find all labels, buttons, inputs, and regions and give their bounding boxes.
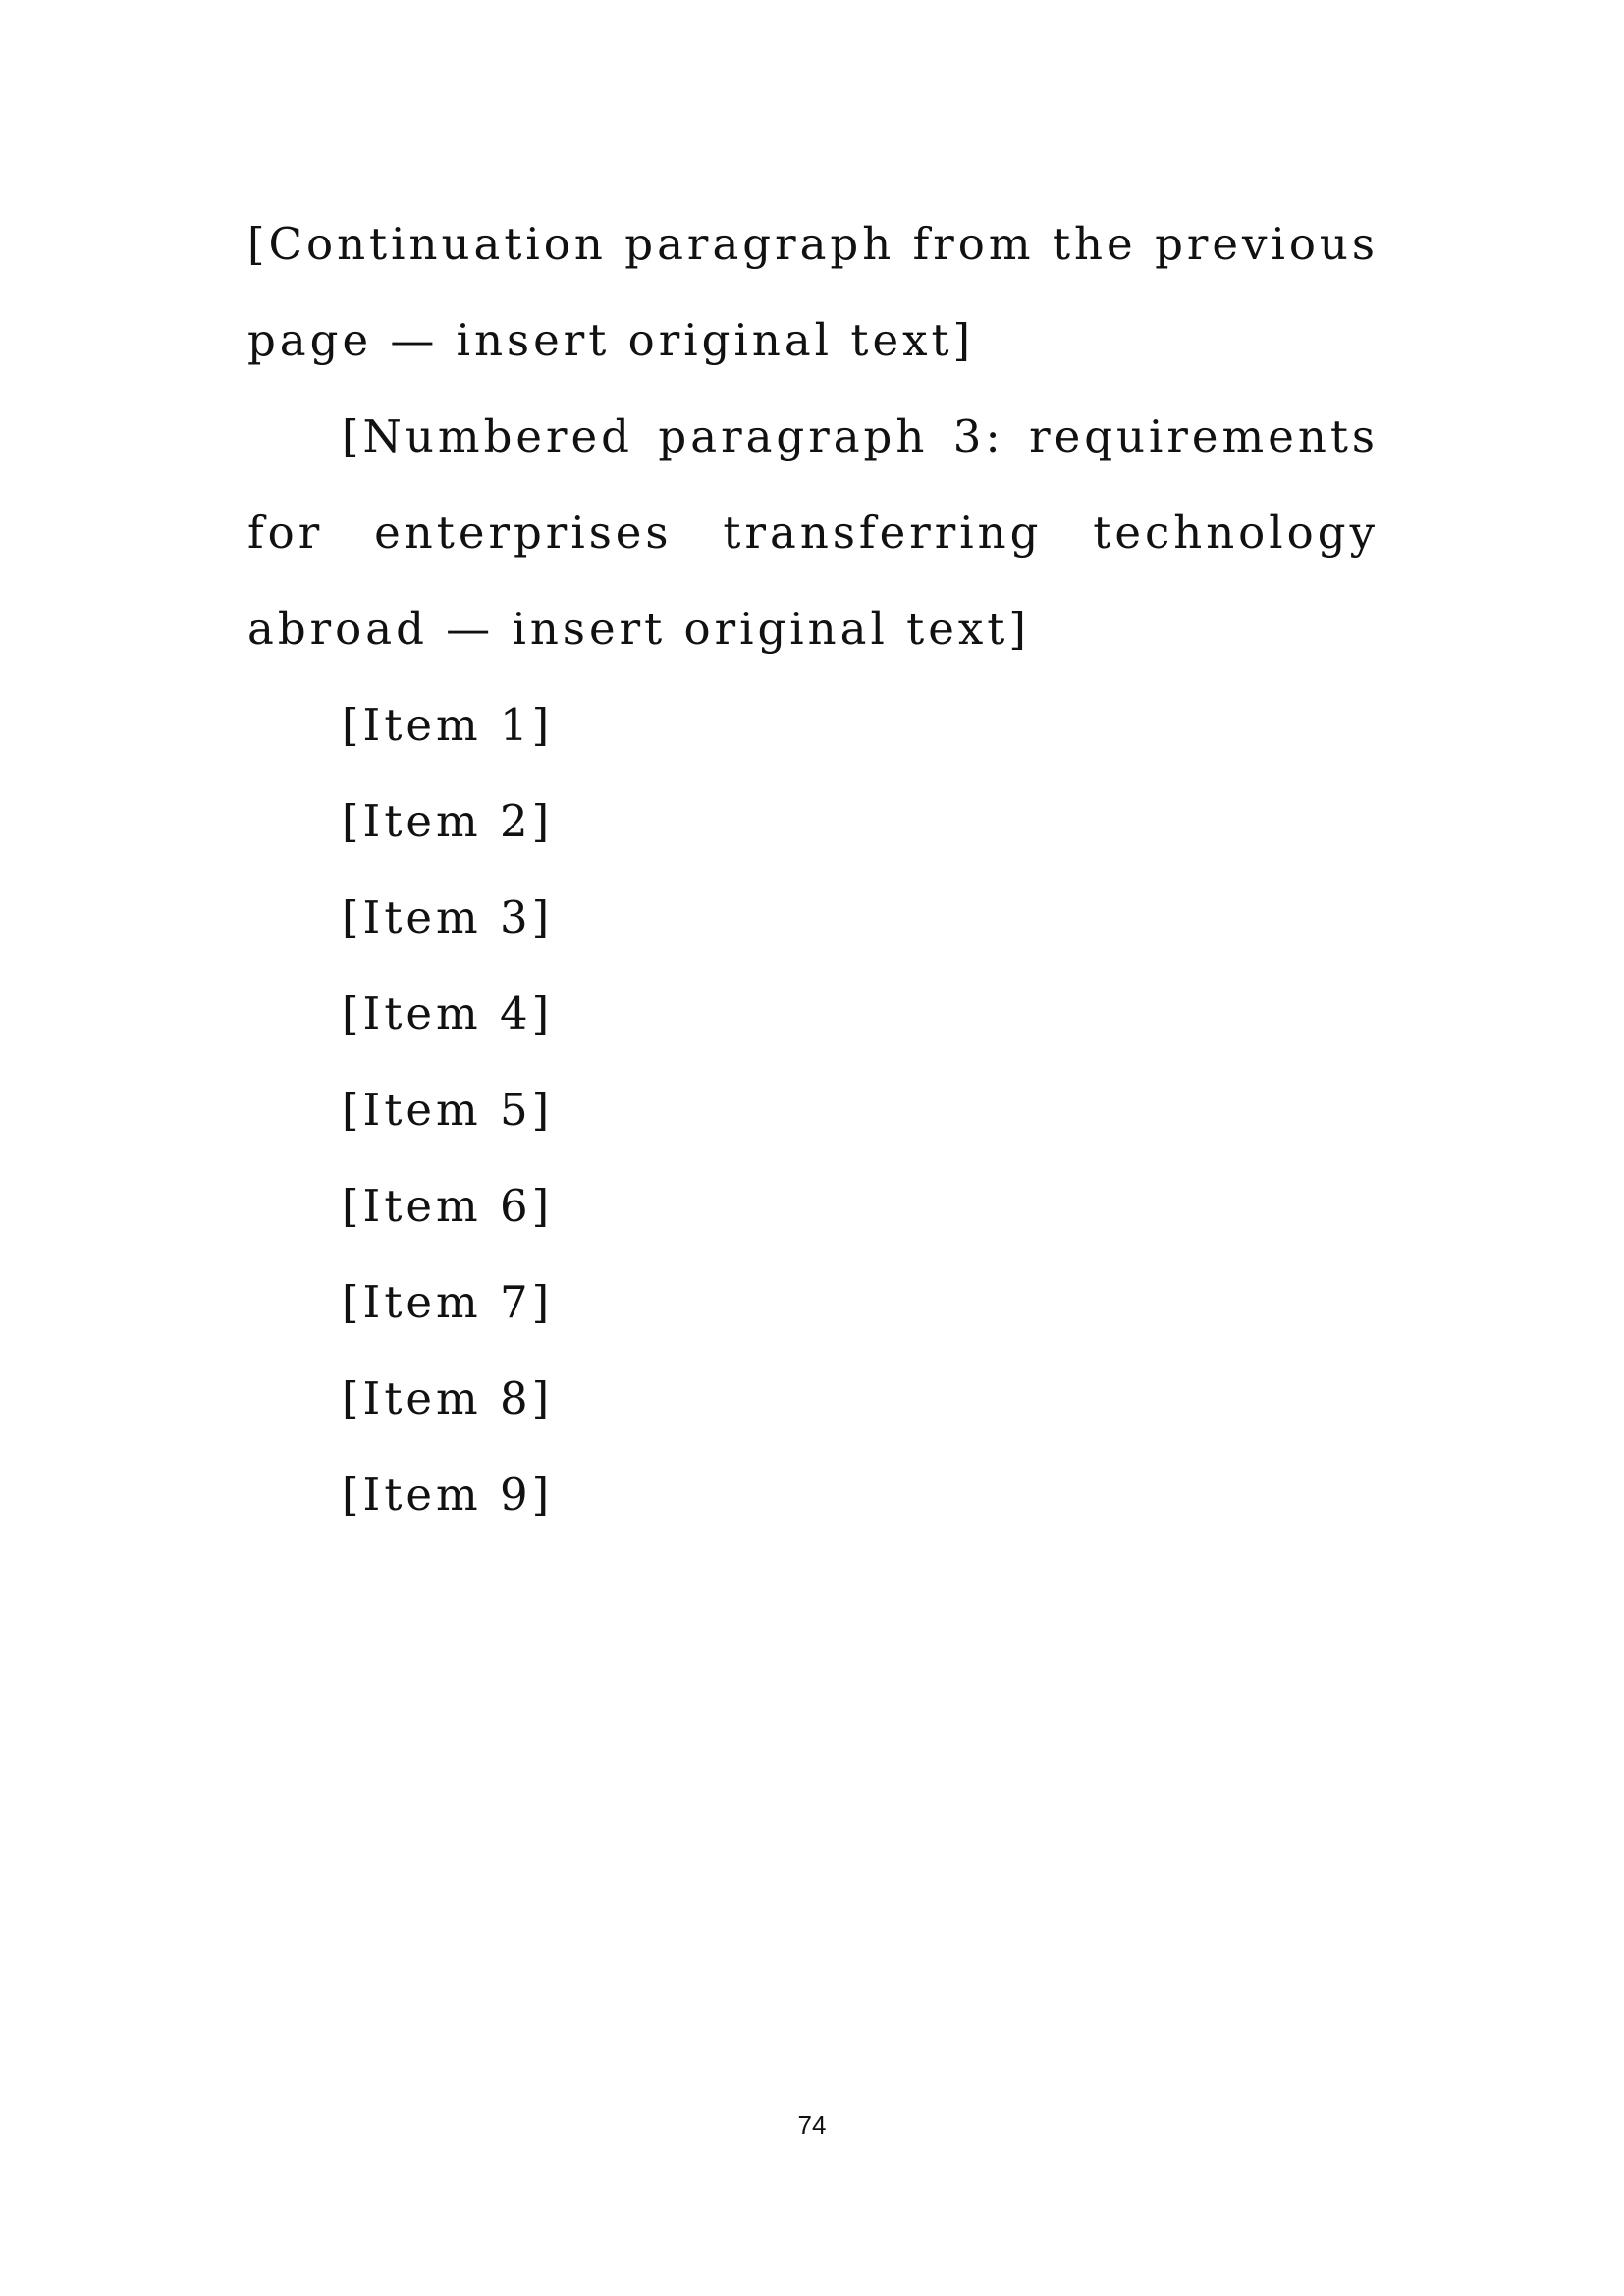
list-item: [Item 5]: [342, 1084, 554, 1136]
list-item: [Item 4]: [342, 988, 554, 1040]
list-item: [Item 3]: [342, 891, 554, 943]
retained-documents-list: [247, 677, 1379, 1543]
section-3-paragraph: [Numbered paragraph 3: requirements for enterprises transferring technology abroad — insert original text]: [247, 410, 1379, 655]
list-item: [Item 9]: [342, 1468, 554, 1521]
list-item: [Item 7]: [342, 1276, 554, 1328]
list-item: [Item 6]: [342, 1180, 554, 1232]
page-number: 74: [797, 2110, 827, 2140]
document-body: [247, 196, 1379, 1543]
list-item: [Item 1]: [342, 699, 554, 751]
list-item: [Item 2]: [342, 795, 554, 847]
list-item: [Item 8]: [342, 1372, 554, 1424]
continuation-paragraph: [Continuation paragraph from the previous page — insert original text]: [247, 218, 1379, 366]
